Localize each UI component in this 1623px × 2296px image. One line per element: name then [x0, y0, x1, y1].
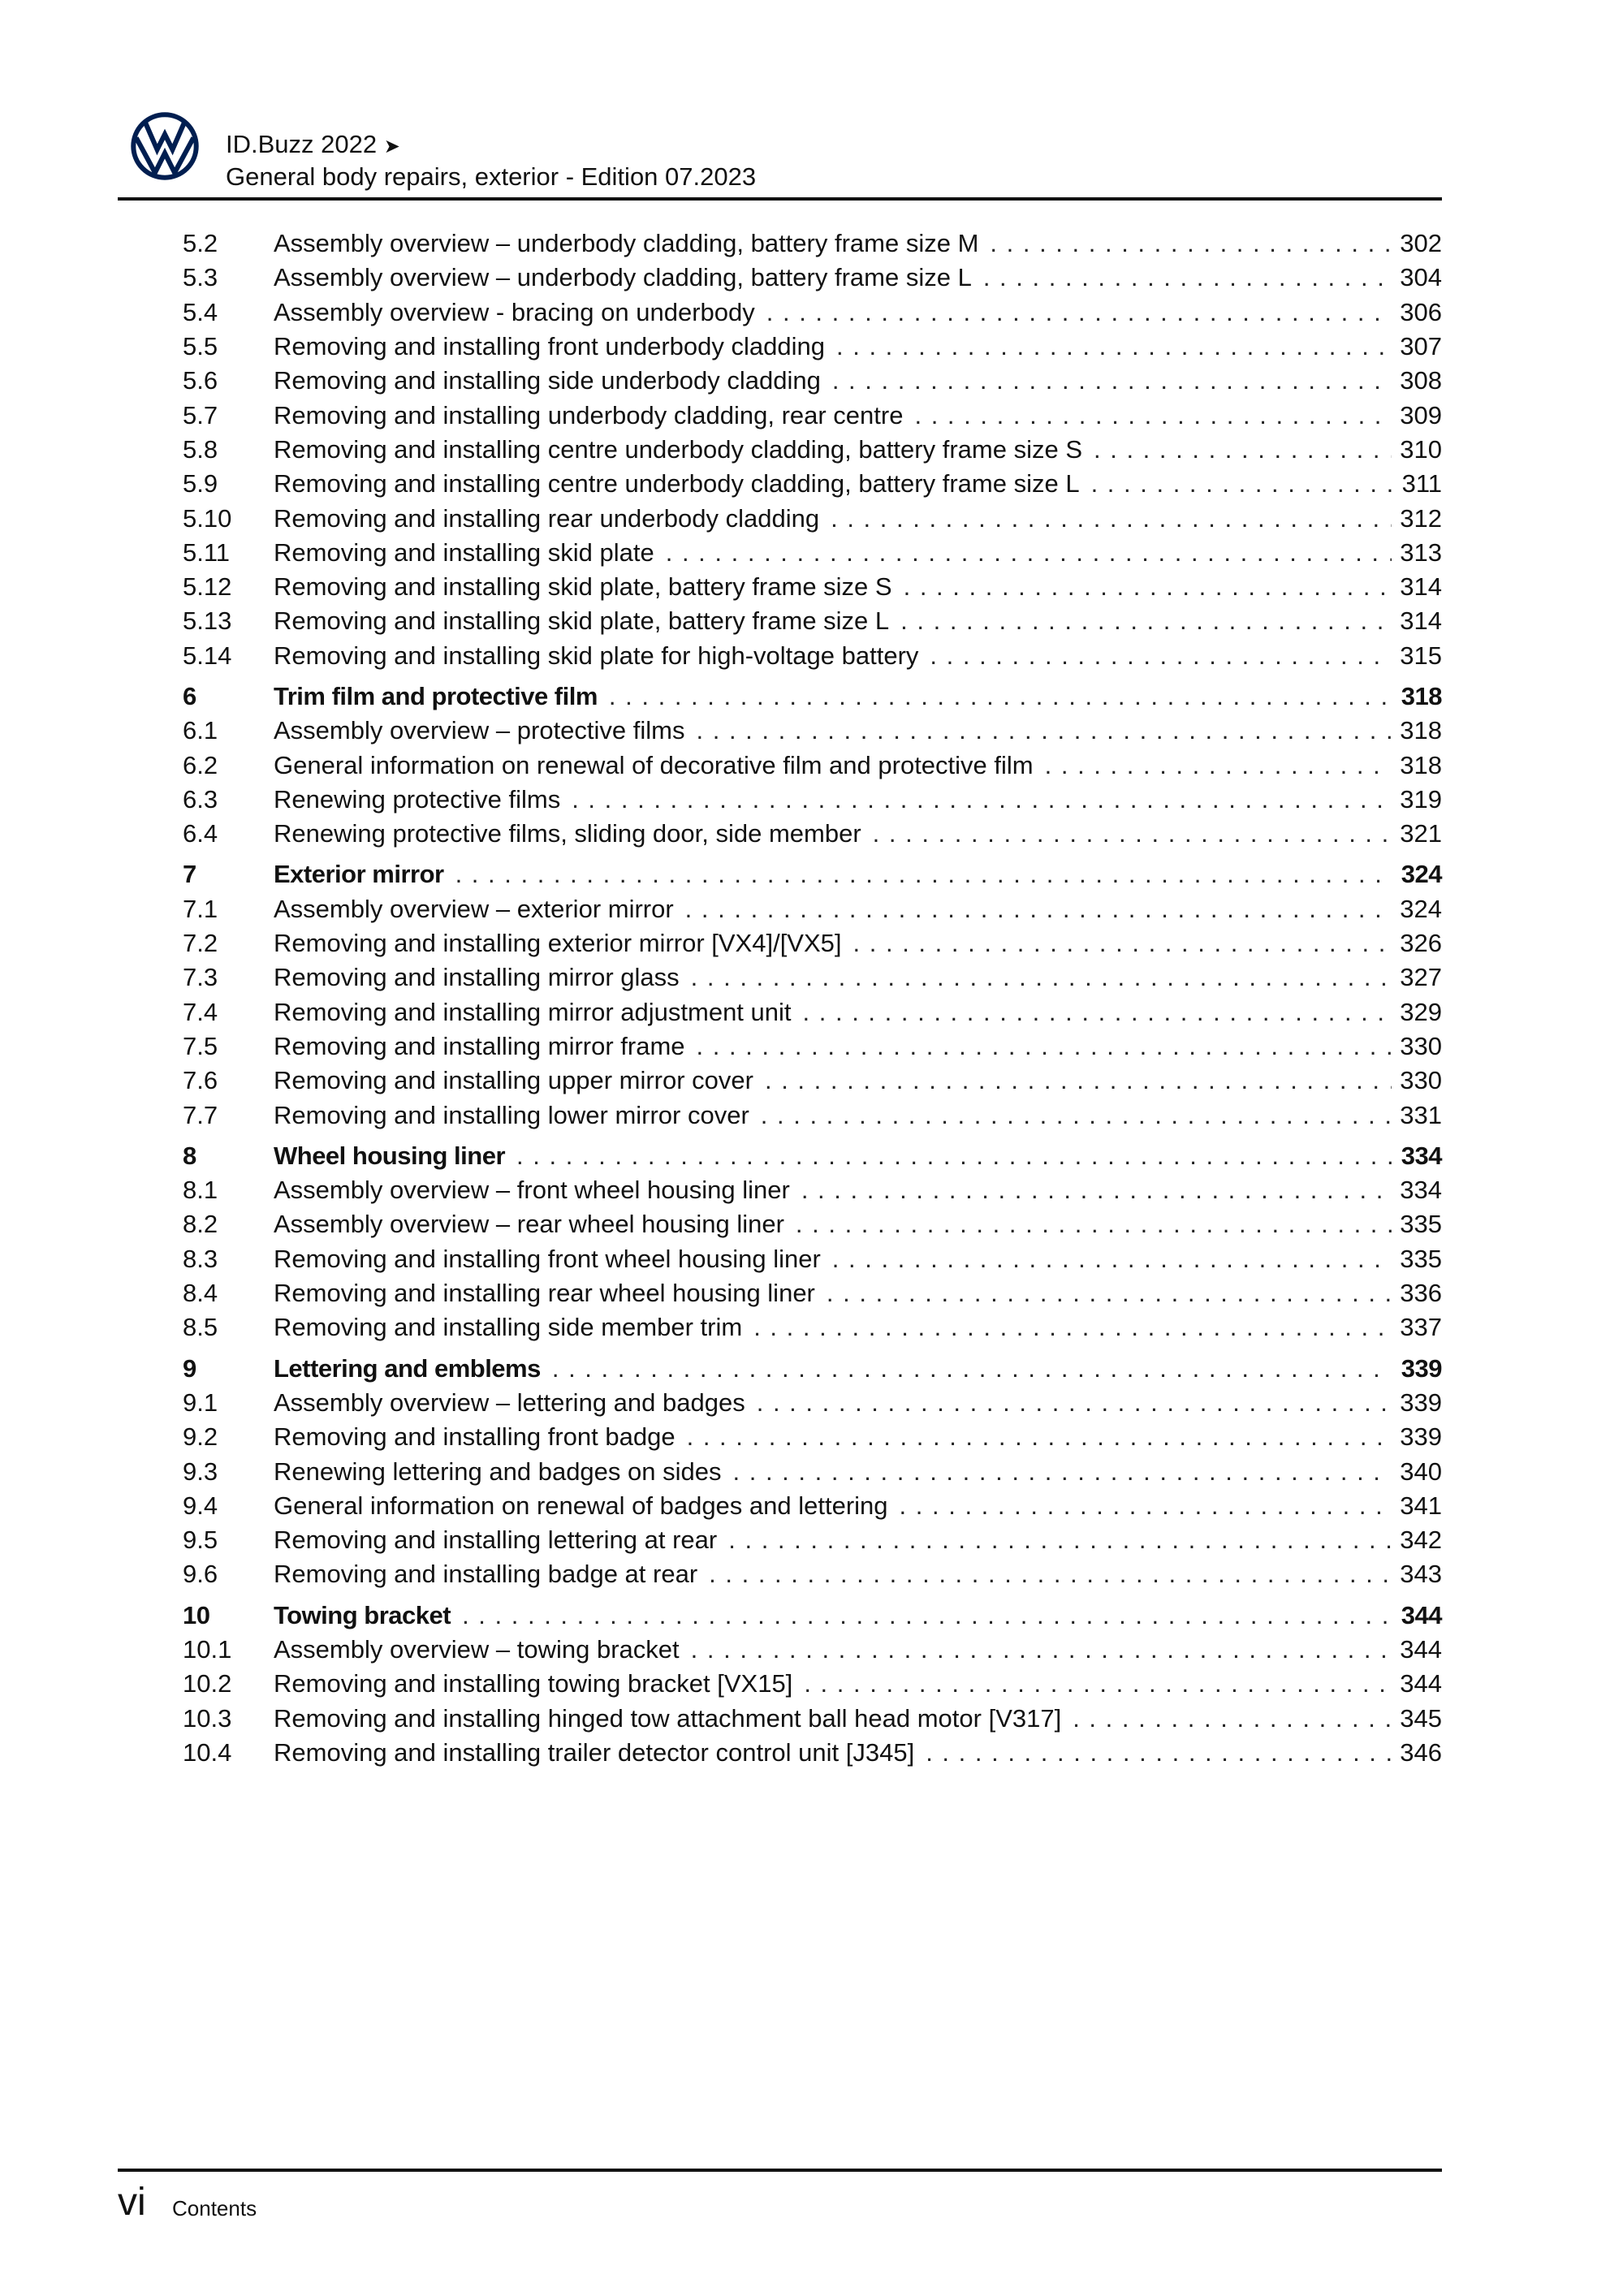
toc-entry-page[interactable]: 304	[1400, 263, 1442, 292]
toc-entry-title[interactable]: Trim film and protective film	[274, 682, 598, 710]
toc-entry-page[interactable]: 344	[1400, 1669, 1442, 1698]
toc-entry-title[interactable]: Removing and installing side member trim	[274, 1313, 743, 1342]
toc-entry-number: 6.3	[183, 784, 218, 814]
toc-entry-number: 10.4	[183, 1737, 232, 1767]
toc-entry-page[interactable]: 334	[1400, 1176, 1442, 1205]
dot-leader	[827, 1276, 1392, 1310]
toc-entry-title[interactable]: Wheel housing liner	[274, 1141, 506, 1170]
toc-entry-page[interactable]: 302	[1400, 229, 1442, 258]
toc-entry[interactable]	[183, 892, 1442, 926]
toc-entry-title[interactable]: Removing and installing front wheel housing liner	[274, 1244, 821, 1273]
dot-leader	[904, 570, 1392, 604]
toc-entry-page[interactable]: 331	[1400, 1100, 1442, 1129]
table-of-contents	[183, 227, 1442, 1770]
toc-entry-number: 9.5	[183, 1526, 218, 1555]
toc-entry-number: 9.6	[183, 1560, 218, 1589]
toc-entry-number: 7.3	[183, 963, 218, 992]
toc-entry-page[interactable]: 326	[1400, 929, 1442, 958]
toc-entry[interactable]	[183, 1386, 1442, 1420]
toc-entry[interactable]	[183, 1207, 1442, 1241]
toc-entry-number: 8	[183, 1141, 196, 1170]
toc-entry-title[interactable]: Assembly overview – underbody cladding, battery frame size M	[274, 229, 979, 258]
toc-entry-title[interactable]: Removing and installing skid plate for high-voltage battery	[274, 641, 919, 670]
toc-entry-title[interactable]: Removing and installing hinged tow attachment ball head motor [V317]	[274, 1703, 1062, 1733]
dot-leader	[983, 261, 1392, 295]
dot-leader	[455, 857, 1392, 891]
toc-entry[interactable]	[183, 1736, 1442, 1770]
toc-entry[interactable]	[183, 1667, 1442, 1701]
footer-section-label: Contents	[172, 2196, 257, 2220]
toc-entry-page[interactable]: 313	[1400, 537, 1442, 567]
toc-entry-title[interactable]: Removing and installing skid plate, battery frame size S	[274, 572, 892, 602]
toc-entry-number: 6.4	[183, 819, 218, 848]
toc-entry-number: 7.7	[183, 1100, 218, 1129]
toc-entry-title[interactable]: Assembly overview - bracing on underbody	[274, 297, 755, 326]
toc-entry-title[interactable]: Assembly overview – towing bracket	[274, 1635, 680, 1664]
toc-entry-number: 5.11	[183, 537, 231, 567]
toc-entry-title[interactable]: Renewing lettering and badges on sides	[274, 1457, 722, 1486]
dot-leader	[930, 639, 1392, 673]
toc-entry-title[interactable]: Towing bracket	[274, 1600, 451, 1629]
toc-entry[interactable]	[183, 960, 1442, 995]
toc-entry-title[interactable]: Exterior mirror	[274, 860, 444, 889]
toc-entry-title[interactable]: Removing and installing front badge	[274, 1422, 676, 1452]
toc-entry-title[interactable]: Renewing protective films, sliding door, side member	[274, 819, 861, 848]
toc-entry-number: 5.5	[183, 332, 218, 361]
toc-entry-page[interactable]: 346	[1400, 1737, 1442, 1767]
toc-entry-title[interactable]: Removing and installing centre underbody cladding, battery frame size S	[274, 434, 1082, 464]
toc-entry-title[interactable]: Removing and installing mirror adjustment unit	[274, 997, 792, 1026]
toc-entry-page[interactable]: 339	[1401, 1353, 1442, 1383]
toc-entry-page[interactable]: 314	[1400, 606, 1442, 636]
toc-entry-page[interactable]: 339	[1400, 1388, 1442, 1417]
toc-entry-number: 6	[183, 682, 196, 710]
toc-entry-title[interactable]: Assembly overview – lettering and badges	[274, 1388, 745, 1417]
toc-entry-page[interactable]: 318	[1400, 750, 1442, 779]
toc-entry[interactable]	[183, 296, 1442, 330]
toc-entry-title[interactable]: Removing and installing lettering at rear	[274, 1526, 718, 1555]
toc-entry-number: 9.3	[183, 1457, 218, 1486]
document-subtitle: General body repairs, exterior - Edition 07.2023	[226, 162, 757, 191]
toc-entry-number: 10.3	[183, 1703, 232, 1733]
vw-logo-icon	[130, 111, 200, 181]
toc-entry-number: 9	[183, 1353, 196, 1383]
toc-entry-page[interactable]: 308	[1400, 366, 1442, 395]
toc-entry-page[interactable]: 341	[1400, 1491, 1442, 1520]
toc-chapter-entry[interactable]	[183, 1139, 1442, 1173]
toc-entry[interactable]	[183, 1098, 1442, 1132]
dot-leader	[685, 892, 1392, 926]
toc-entry-number: 5.4	[183, 297, 218, 326]
dot-leader	[801, 1173, 1392, 1207]
toc-entry-title[interactable]: Assembly overview – front wheel housing liner	[274, 1176, 790, 1205]
toc-entry[interactable]	[183, 926, 1442, 960]
dot-leader	[697, 1029, 1392, 1064]
dot-leader	[900, 1489, 1392, 1523]
toc-entry[interactable]	[183, 433, 1442, 467]
dot-leader	[1073, 1702, 1392, 1736]
document-model-title	[226, 130, 400, 162]
toc-entry[interactable]	[183, 783, 1442, 817]
toc-entry-page[interactable]: 342	[1400, 1526, 1442, 1555]
toc-entry-number: 7.2	[183, 929, 218, 958]
toc-entry-title[interactable]: Removing and installing exterior mirror [VX4]/[VX5]	[274, 929, 842, 958]
toc-entry-page[interactable]: 306	[1400, 297, 1442, 326]
toc-entry-page[interactable]: 318	[1401, 682, 1442, 710]
dot-leader	[831, 502, 1392, 536]
toc-entry-page[interactable]: 310	[1400, 434, 1442, 464]
toc-entry-page[interactable]: 318	[1400, 716, 1442, 745]
toc-chapter-entry[interactable]	[183, 1352, 1442, 1386]
toc-entry-title[interactable]: Removing and installing skid plate	[274, 537, 654, 567]
toc-entry[interactable]	[183, 227, 1442, 261]
dot-leader	[691, 960, 1392, 995]
dot-leader	[516, 1139, 1392, 1173]
toc-entry-page[interactable]: 334	[1401, 1141, 1442, 1170]
toc-entry-page[interactable]: 321	[1400, 819, 1442, 848]
toc-entry-page[interactable]: 329	[1400, 997, 1442, 1026]
dot-leader	[1091, 467, 1392, 501]
toc-entry-number: 5.3	[183, 263, 218, 292]
toc-entry-title[interactable]: Removing and installing skid plate, battery frame size L	[274, 606, 890, 636]
dot-leader	[761, 1098, 1392, 1133]
toc-entry-number: 5.9	[183, 469, 218, 498]
dot-leader	[666, 536, 1392, 570]
toc-entry[interactable]	[183, 570, 1442, 604]
toc-entry-page[interactable]: 330	[1400, 1066, 1442, 1095]
toc-entry[interactable]	[183, 536, 1442, 570]
dot-leader	[914, 399, 1392, 433]
toc-entry-page[interactable]: 340	[1400, 1457, 1442, 1486]
dot-leader	[832, 1242, 1392, 1276]
footer-divider	[118, 2169, 1442, 2172]
toc-entry-number: 5.12	[183, 572, 232, 602]
toc-chapter-entry[interactable]	[183, 680, 1442, 714]
toc-entry-title[interactable]: Removing and installing lower mirror cover	[274, 1100, 749, 1129]
toc-entry-page[interactable]: 335	[1400, 1210, 1442, 1239]
toc-entry[interactable]	[183, 1420, 1442, 1454]
toc-entry-number: 7	[183, 860, 196, 889]
dot-leader	[873, 817, 1392, 851]
toc-entry-number: 8.5	[183, 1313, 218, 1342]
toc-entry-title[interactable]: Removing and installing trailer detector control unit [J345]	[274, 1737, 915, 1767]
toc-entry-title[interactable]: Removing and installing mirror glass	[274, 963, 680, 992]
toc-entry-page[interactable]: 335	[1400, 1244, 1442, 1273]
toc-entry-title[interactable]: Removing and installing side underbody cladding	[274, 366, 821, 395]
toc-entry[interactable]	[183, 1454, 1442, 1488]
toc-entry-number: 7.5	[183, 1031, 218, 1060]
dot-leader	[836, 330, 1392, 364]
toc-entry-title[interactable]: Assembly overview – underbody cladding, battery frame size L	[274, 263, 972, 292]
dot-leader	[765, 1064, 1392, 1098]
toc-entry-page[interactable]: 312	[1400, 503, 1442, 533]
toc-entry-page[interactable]: 344	[1400, 1635, 1442, 1664]
toc-entry-number: 5.10	[183, 503, 232, 533]
toc-entry-page[interactable]: 309	[1400, 400, 1442, 429]
toc-entry[interactable]	[183, 639, 1442, 673]
dot-leader	[832, 364, 1392, 398]
toc-entry-page[interactable]: 336	[1400, 1279, 1442, 1308]
toc-entry-number: 6.2	[183, 750, 218, 779]
toc-entry-title[interactable]: Renewing protective films	[274, 784, 561, 814]
toc-entry-title[interactable]: Assembly overview – exterior mirror	[274, 894, 674, 923]
dot-leader	[900, 604, 1392, 638]
toc-entry[interactable]	[183, 714, 1442, 748]
toc-entry-title[interactable]: Removing and installing towing bracket [VX15]	[274, 1669, 793, 1698]
toc-entry-title[interactable]: Assembly overview – protective films	[274, 716, 685, 745]
toc-entry-title[interactable]: Removing and installing rear wheel housing liner	[274, 1279, 815, 1308]
toc-entry[interactable]	[183, 1173, 1442, 1207]
dot-leader	[1094, 433, 1392, 467]
dot-leader	[990, 227, 1392, 261]
toc-entry-page[interactable]: 330	[1400, 1031, 1442, 1060]
toc-entry-page[interactable]: 307	[1400, 332, 1442, 361]
dot-leader	[753, 1310, 1392, 1344]
dot-leader	[926, 1736, 1392, 1770]
toc-entry-title[interactable]: Removing and installing rear underbody cladding	[274, 503, 820, 533]
toc-entry-title[interactable]: Removing and installing centre underbody cladding, battery frame size L	[274, 469, 1080, 498]
dot-leader	[572, 783, 1392, 817]
toc-entry[interactable]	[183, 501, 1442, 535]
toc-entry-number: 8.4	[183, 1279, 218, 1308]
dot-leader	[552, 1352, 1392, 1386]
toc-entry[interactable]	[183, 1523, 1442, 1557]
toc-entry-number: 7.1	[183, 894, 218, 923]
dot-leader	[691, 1633, 1392, 1667]
toc-entry[interactable]	[183, 1276, 1442, 1310]
toc-chapter-entry[interactable]	[183, 1599, 1442, 1633]
toc-entry-number: 8.2	[183, 1210, 218, 1239]
toc-entry-page[interactable]: 337	[1400, 1313, 1442, 1342]
toc-entry[interactable]	[183, 1701, 1442, 1735]
dot-leader	[697, 714, 1392, 748]
dot-leader	[766, 296, 1392, 330]
toc-entry[interactable]	[183, 1489, 1442, 1523]
toc-entry-page[interactable]: 324	[1400, 894, 1442, 923]
toc-entry-number: 5.13	[183, 606, 232, 636]
toc-entry-title[interactable]: Removing and installing mirror frame	[274, 1031, 685, 1060]
toc-entry-page[interactable]: 339	[1400, 1422, 1442, 1452]
toc-entry[interactable]	[183, 817, 1442, 851]
toc-entry-page[interactable]: 311	[1401, 469, 1442, 498]
toc-entry-number: 10.2	[183, 1669, 232, 1698]
toc-entry-number: 7.4	[183, 997, 218, 1026]
toc-entry-number: 5.2	[183, 229, 218, 258]
arrow-icon: ➤	[383, 136, 400, 158]
toc-entry-title[interactable]: Removing and installing underbody cladding, rear centre	[274, 400, 904, 429]
toc-entry-page[interactable]: 344	[1401, 1600, 1442, 1629]
toc-entry-number: 9.4	[183, 1491, 218, 1520]
toc-entry-number: 10.1	[183, 1635, 232, 1664]
toc-entry[interactable]	[183, 467, 1442, 501]
toc-entry-number: 8.1	[183, 1176, 218, 1205]
dot-leader	[733, 1455, 1392, 1489]
toc-entry[interactable]	[183, 330, 1442, 364]
dot-leader	[804, 1667, 1392, 1701]
toc-entry-title[interactable]: Assembly overview – rear wheel housing liner	[274, 1210, 784, 1239]
toc-entry[interactable]	[183, 261, 1442, 295]
toc-entry-number: 5.8	[183, 434, 218, 464]
toc-entry-page[interactable]: 314	[1400, 572, 1442, 602]
toc-entry-title[interactable]: General information on renewal of decorative film and protective film	[274, 750, 1034, 779]
toc-entry-title[interactable]: Removing and installing front underbody cladding	[274, 332, 825, 361]
toc-entry-number: 5.14	[183, 641, 232, 670]
toc-entry-number: 5.6	[183, 366, 218, 395]
header-divider	[118, 197, 1442, 201]
toc-entry[interactable]	[183, 1242, 1442, 1276]
toc-entry-title[interactable]: Lettering and emblems	[274, 1353, 541, 1383]
toc-entry-number: 8.3	[183, 1244, 218, 1273]
toc-entry-page[interactable]: 319	[1400, 784, 1442, 814]
dot-leader	[728, 1523, 1392, 1557]
dot-leader	[803, 995, 1392, 1029]
toc-entry-page[interactable]: 315	[1400, 641, 1442, 670]
toc-entry-number: 6.1	[183, 716, 218, 745]
toc-entry-page[interactable]: 324	[1401, 860, 1442, 889]
toc-entry[interactable]	[183, 1557, 1442, 1591]
toc-entry-number: 9.1	[183, 1388, 218, 1417]
footer-page-number: vi	[118, 2181, 146, 2224]
toc-entry-page[interactable]: 327	[1400, 963, 1442, 992]
dot-leader	[462, 1599, 1392, 1633]
dot-leader	[609, 680, 1392, 714]
toc-entry-page[interactable]: 343	[1400, 1560, 1442, 1589]
toc-entry-title[interactable]: Removing and installing badge at rear	[274, 1560, 698, 1589]
toc-entry[interactable]	[183, 364, 1442, 398]
toc-entry[interactable]	[183, 604, 1442, 638]
toc-entry-number: 9.2	[183, 1422, 218, 1452]
dot-leader	[687, 1420, 1392, 1454]
toc-entry-title[interactable]: General information on renewal of badges and lettering	[274, 1491, 888, 1520]
toc-entry[interactable]	[183, 748, 1442, 782]
toc-entry[interactable]	[183, 1064, 1442, 1098]
toc-entry[interactable]	[183, 398, 1442, 432]
toc-chapter-entry[interactable]	[183, 857, 1442, 891]
toc-entry[interactable]	[183, 1310, 1442, 1344]
dot-leader	[757, 1386, 1392, 1420]
toc-entry-title[interactable]: Removing and installing upper mirror cover	[274, 1066, 753, 1095]
toc-entry-page[interactable]: 345	[1400, 1703, 1442, 1733]
dot-leader	[709, 1557, 1392, 1591]
toc-entry[interactable]	[183, 1633, 1442, 1667]
toc-entry-number: 10	[183, 1600, 210, 1629]
toc-entry[interactable]	[183, 995, 1442, 1029]
model-name: ID.Buzz 2022	[226, 130, 378, 158]
toc-entry-number: 5.7	[183, 400, 218, 429]
dot-leader	[1045, 749, 1392, 783]
dot-leader	[796, 1207, 1392, 1241]
dot-leader	[853, 926, 1392, 960]
toc-entry[interactable]	[183, 1029, 1442, 1064]
toc-entry-number: 7.6	[183, 1066, 218, 1095]
